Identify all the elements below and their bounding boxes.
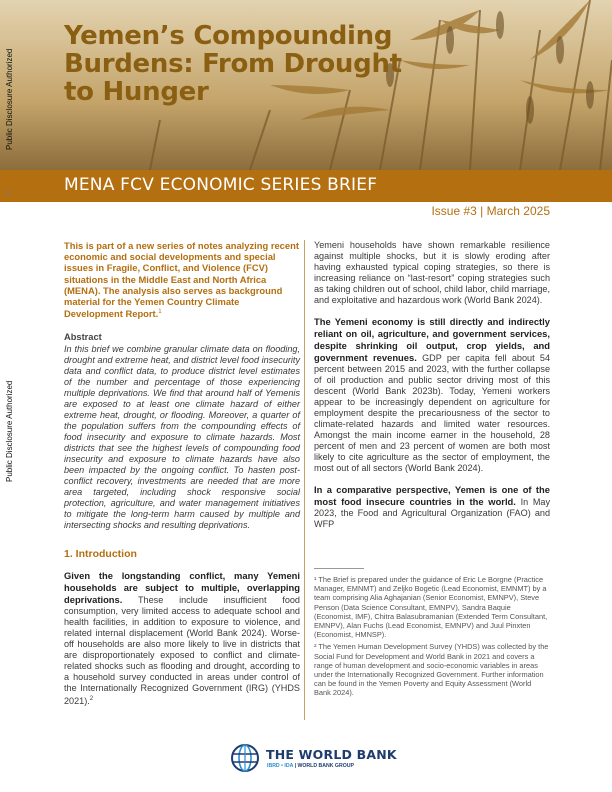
resilience-paragraph: Yemeni households have shown remarkable resilience against multiple shocks, but it is slowly eroding after having exhausted typical coping strategies, so there is increasing reliance on “last-resort” coping strategies such as taking children out of school, child labor, child marriage, and exploitative and hazardous work (World Bank 2024). xyxy=(314,240,550,305)
document-title: Yemen’s Compounding Burdens: From Drought to Hunger xyxy=(64,21,402,107)
left-column xyxy=(64,240,300,717)
world-bank-group-label: WORLD BANK GROUP xyxy=(297,763,354,769)
column-divider xyxy=(304,240,305,720)
issue-number: Issue #3 xyxy=(431,204,477,218)
right-column xyxy=(314,240,550,701)
footnote-ref-1[interactable]: 1 xyxy=(158,309,162,316)
abstract-title: Abstract xyxy=(64,331,102,342)
issue-date: March 2025 xyxy=(486,204,550,218)
world-bank-subtitle xyxy=(267,763,354,769)
intro-lead: Given the longstanding conflict, many Yemeni households are subject to multiple, overlapping deprivations. xyxy=(64,569,300,605)
issue-separator: | xyxy=(480,204,484,218)
footnote-divider xyxy=(314,568,364,569)
footnote-2: ² The Yemen Human Development Survey (YHDS) was collected by the Social Fund for Development and World Bank in 2021 and covers a range of human development and socio-economic variables in areas under the Internationally Recognized Government. Further information can be found in the Yemen Poverty and Equity Assessment (World Bank 2024). xyxy=(314,642,549,698)
section-heading-introduction: 1. Introduction xyxy=(64,547,137,560)
footnote-ref-2[interactable]: 2 xyxy=(89,695,94,702)
food-insecurity-paragraph xyxy=(314,484,550,530)
economy-paragraph xyxy=(314,316,550,474)
abstract-text: In this brief we combine granular climate data on flooding, drought and extreme heat, and district level food insecurity data and conflict data, to produce district level estimates of the number and percentage of those experiencing multiple deprivations. We find that around half of Yemenis are exposed to at least one climate hazard of either extreme heat, drought, or flooding. Moreover, a quarter of the population suffers from the compounding effects of food insecurity and exposure to climate hazards. Most districts that see the highest levels of compounding food insecurity and exposure to climate hazards have also been impacted by the ongoing conflict. To hasten post-conflict recovery, investments are needed that are more area targeted, including shock responsive social protection, agriculture, and water management initiatives to mitigate the long-term harm caused by multiple and intersecting shocks and resulting deprivations. xyxy=(64,343,300,530)
ibrd-ida-label: IBRD • IDA xyxy=(267,763,294,769)
series-intro-note xyxy=(64,240,300,320)
intro-paragraph xyxy=(64,570,300,707)
series-title: MENA FCV ECONOMIC SERIES BRIEF xyxy=(64,175,378,195)
hero-banner xyxy=(0,0,612,170)
economy-lead: The Yemeni economy is still directly and indirectly reliant on oil, agriculture, and government services, despite shrinking oil output, crop yields, and government revenues. xyxy=(314,316,550,363)
issue-info xyxy=(431,204,550,218)
economy-body: GDP per capita fell about 54 percent between 2015 and 2023, with the further collapse of oil production and public sector driving most of this descent (World Bank 2023b). Today, Yemeni workers appear to be increasingly dependent on agriculture for employment despite the precariousness of the sector to climate-related hazards and limited water resources. Amongst the main income earner in the household, 28 percent of men and 23 percent of women are both most likely to cite agriculture as the sector of employment, the most out of all sectors (World Bank 2024). xyxy=(314,353,550,473)
series-intro-text: This is part of a new series of notes analyzing recent economic and social developments and special issues in Fragile, Conflict, and Violence (FCV) situations in the Middle East and North Africa (MENA). The analysis also serves as background material for the Yemen Country Climate Development Report. xyxy=(64,240,299,320)
world-bank-logo[interactable] xyxy=(230,741,397,777)
disclosure-label-top: Public Disclosure Authorized xyxy=(5,48,14,150)
document-number: 53 xyxy=(6,191,12,197)
food-insecurity-lead: In a comparative perspective, Yemen is one of the most food insecure countries in the world. xyxy=(314,484,550,507)
world-bank-globe-icon xyxy=(230,743,260,773)
footnote-1: ¹ The Brief is prepared under the guidance of Eric Le Borgne (Practice Manager, EMNMT) and Zeljko Bogetic (Lead Economist, EMNMT) by a team comprising Alia Aghajanian (Senior Economist, EMNPV), Steve Penson (Data Science Consultant, EMNPV), Sandra Baquie (Economist, IMF), Chitra Balasubramanian (Extended Term Consultant, EMNPV), Alan Fuchs (Lead Economist, EMNPV) and Juul Pinxten (Economist, HMNSP). xyxy=(314,575,548,640)
world-bank-name: THE WORLD BANK xyxy=(266,747,397,762)
series-banner xyxy=(0,170,612,202)
disclosure-label-middle: Public Disclosure Authorized xyxy=(5,380,14,482)
intro-body: These include insufficient food consumption, very limited access to adequate school and health facilities, in addition to exposure to violence, and related internal displacement (World Bank 2024). Worse-off households are also more likely to live in districts that are disproportionately exposed to conflict and climate-related shocks such as flooding and drought, according to a household survey conducted in areas under control of the Internationally Recognized Government (IRG) (YHDS 2021). xyxy=(64,594,300,706)
food-insecurity-body: In May 2023, the Food and Agricultural Organization (FAO) and WFP xyxy=(314,497,550,529)
logo-separator: | xyxy=(293,763,298,769)
